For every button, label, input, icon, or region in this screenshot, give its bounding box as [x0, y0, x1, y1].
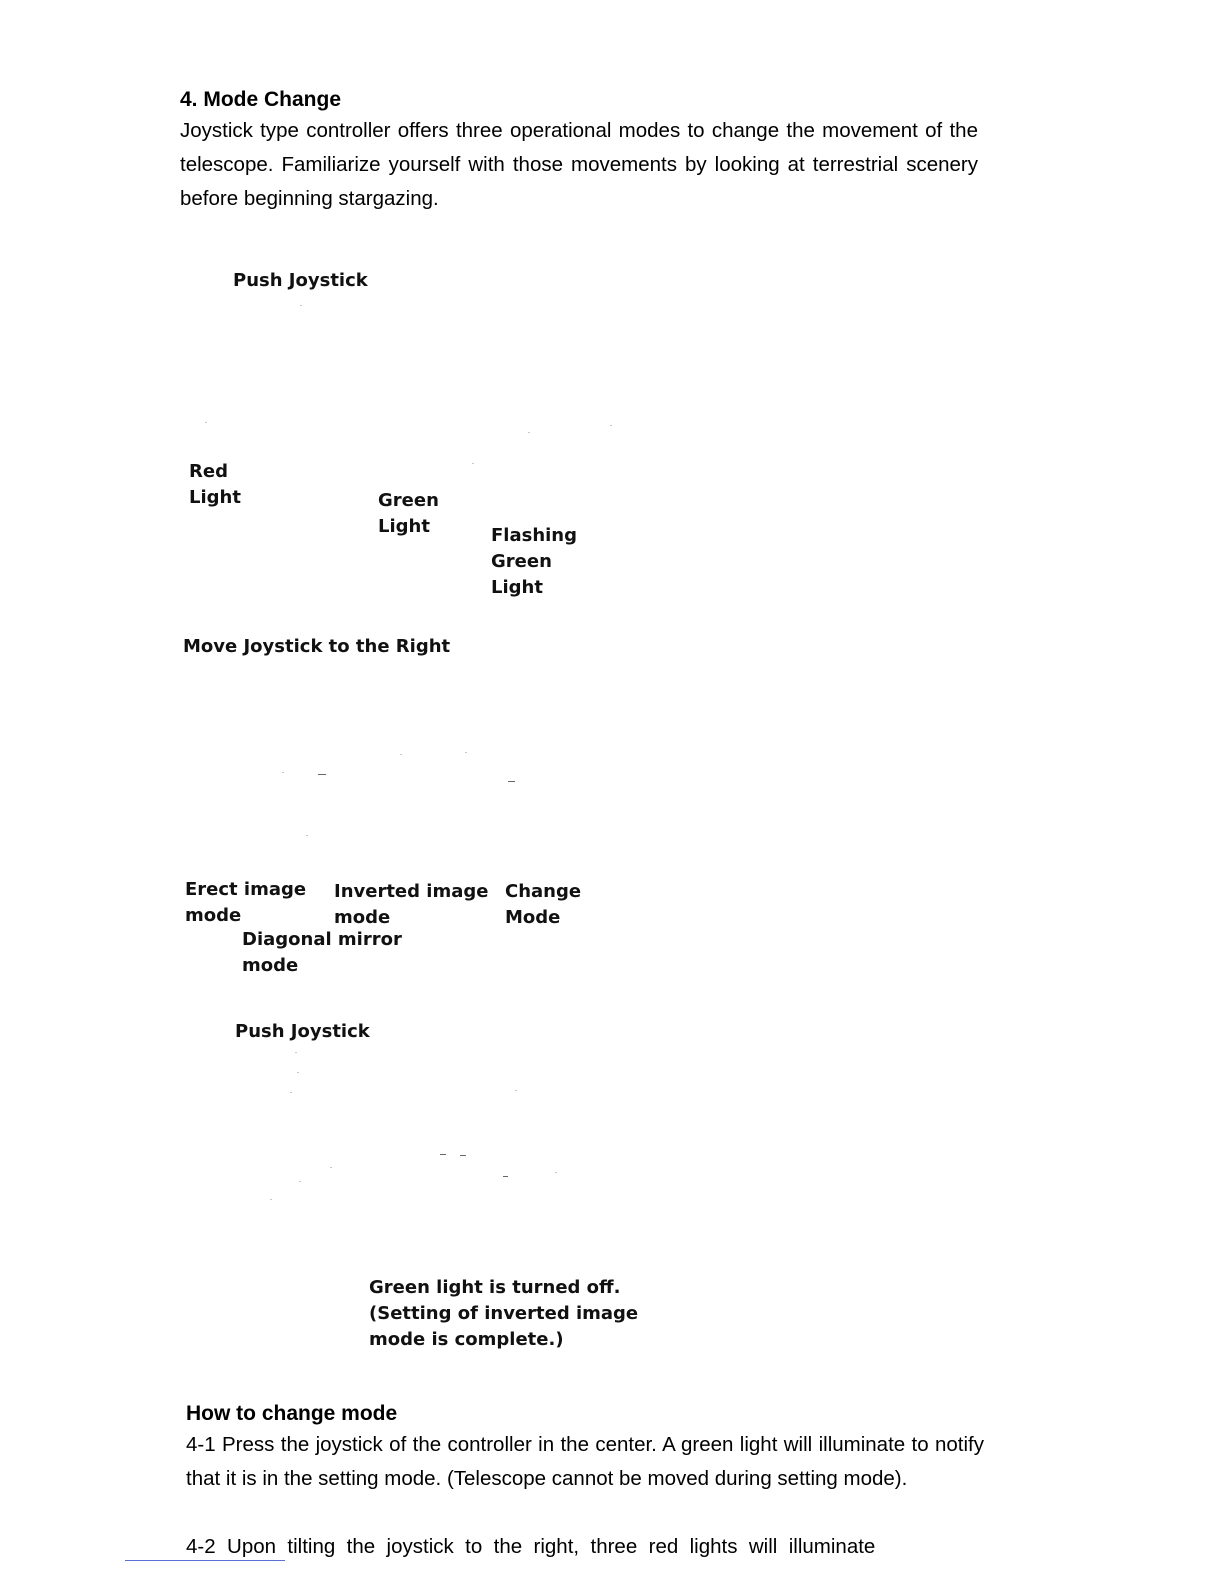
- scan-artifact: [205, 422, 207, 423]
- section-title: 4. Mode Change: [180, 88, 342, 111]
- change-mode-label: Change Mode: [505, 881, 582, 928]
- flashing-green-light-label: Flashing Green Light: [491, 525, 578, 598]
- scan-artifact: [503, 1176, 508, 1177]
- scan-artifact: [440, 1154, 446, 1155]
- scan-artifact: [508, 781, 515, 782]
- scan-artifact: [460, 1155, 466, 1156]
- step-4-1-paragraph: 4-1 Press the joystick of the controller in the center. A green light will illuminate to notify that it is in the setting mode. (Telescope cannot be moved during setting mode).: [186, 1433, 984, 1490]
- green-light-off-label: Green light is turned off. (Setting of inverted image mode is complete.): [369, 1277, 639, 1350]
- step-4-2-paragraph: 4-2 Upon tilting the joystick to the right, three red lights will illuminate: [186, 1535, 876, 1558]
- scan-artifact: [306, 835, 308, 836]
- scan-artifact: [400, 754, 402, 755]
- scan-artifact: [515, 1090, 517, 1091]
- footer-rule: [125, 1560, 285, 1561]
- move-joystick-right-label: Move Joystick to the Right: [183, 636, 451, 657]
- scan-artifact: [270, 1199, 272, 1200]
- red-light-label: Red Light: [189, 461, 241, 508]
- scan-artifact: [297, 1072, 299, 1073]
- scan-artifact: [465, 752, 467, 753]
- scan-artifact: [318, 774, 326, 775]
- scan-artifact: [610, 425, 612, 426]
- green-light-label: Green Light: [378, 490, 439, 537]
- push-joystick-label-1: Push Joystick: [233, 270, 368, 291]
- scan-artifact: [300, 305, 302, 306]
- inverted-image-mode-label: Inverted image mode: [334, 881, 489, 928]
- how-to-title: How to change mode: [186, 1402, 398, 1425]
- erect-image-mode-label: Erect image mode: [185, 879, 307, 926]
- scan-artifact: [295, 1052, 297, 1053]
- scan-artifact: [299, 1181, 301, 1182]
- scan-artifact: [528, 432, 530, 433]
- scan-artifact: [330, 1167, 332, 1168]
- scan-artifact: [555, 1172, 557, 1173]
- scan-artifact: [472, 463, 474, 464]
- diagonal-mirror-mode-label: Diagonal mirror mode: [242, 929, 402, 976]
- scan-artifact: [290, 1092, 292, 1093]
- intro-paragraph: Joystick type controller offers three operational modes to change the movement of the telescope. Familiarize yourself with those movements by looking at terrestrial scenery before beginning stargazing.: [180, 119, 978, 210]
- scan-artifact: [282, 772, 284, 773]
- push-joystick-label-2: Push Joystick: [235, 1021, 370, 1042]
